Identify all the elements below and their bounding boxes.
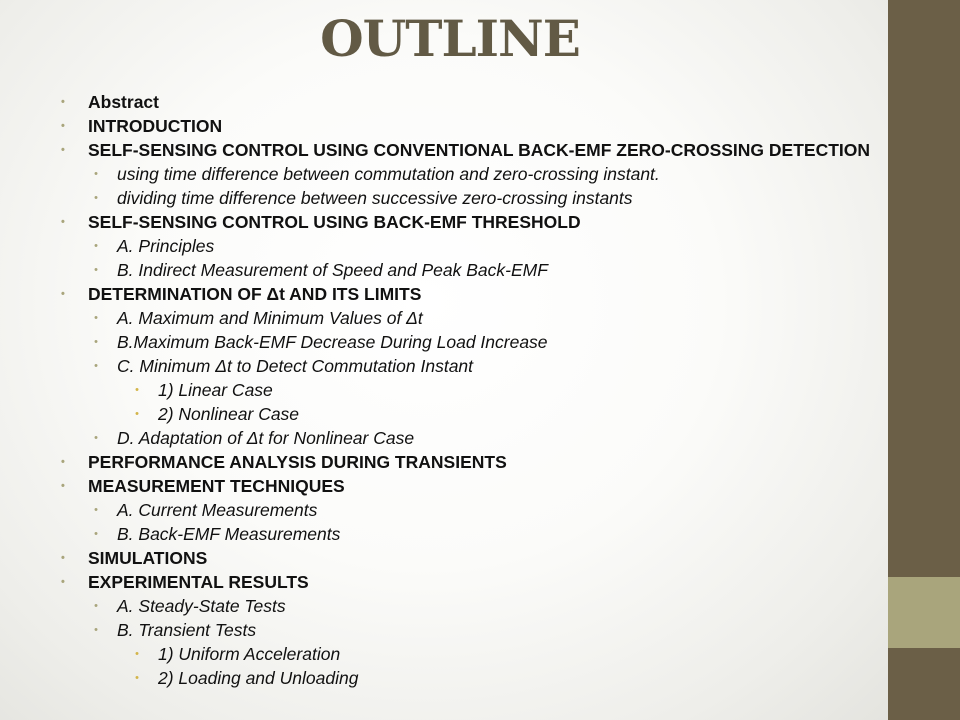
- bullet-dot-icon: •: [135, 408, 139, 420]
- bullet-dot-icon: •: [61, 552, 65, 564]
- outline-item-level-1: [0, 474, 888, 498]
- outline-item-text: dividing time difference between successive zero-crossing instants: [117, 188, 633, 208]
- outline-item-level-1: [0, 90, 888, 114]
- outline-item-text: B. Back-EMF Measurements: [117, 524, 341, 544]
- bullet-dot-icon: •: [94, 264, 98, 276]
- outline-item-text: A. Principles: [117, 236, 215, 256]
- outline-item-text: 1) Linear Case: [158, 380, 273, 400]
- bullet-dot-icon: •: [61, 480, 65, 492]
- outline-item-level-2: [0, 426, 888, 450]
- outline-item-text: using time difference between commutation and zero-crossing instant.: [117, 164, 660, 184]
- bullet-dot-icon: •: [94, 240, 98, 252]
- outline-item-level-2: [0, 330, 888, 354]
- outline-item-level-3: [0, 666, 888, 690]
- outline-item-level-3: [0, 642, 888, 666]
- bullet-dot-icon: •: [61, 216, 65, 228]
- outline-item-level-2: [0, 354, 888, 378]
- outline-item-text: EXPERIMENTAL RESULTS: [88, 572, 309, 592]
- outline-item-level-3: [0, 378, 888, 402]
- bullet-dot-icon: •: [94, 504, 98, 516]
- bullet-dot-icon: •: [61, 576, 65, 588]
- outline-item-level-1: [0, 282, 888, 306]
- decorative-side-bar-accent: [888, 577, 960, 648]
- outline-item-text: 1) Uniform Acceleration: [158, 644, 341, 664]
- outline-item-level-2: [0, 618, 888, 642]
- bullet-dot-icon: •: [61, 96, 65, 108]
- outline-item-text: B.Maximum Back-EMF Decrease During Load Increase: [117, 332, 548, 352]
- outline-item-level-1: [0, 570, 888, 594]
- outline-item-text: SELF-SENSING CONTROL USING BACK-EMF THRESHOLD: [88, 212, 581, 232]
- slide-title: OUTLINE: [320, 9, 580, 68]
- outline-item-text: DETERMINATION OF Δt AND ITS LIMITS: [88, 284, 422, 304]
- outline-item-level-2: [0, 594, 888, 618]
- outline-item-text: INTRODUCTION: [88, 116, 223, 136]
- bullet-dot-icon: •: [94, 336, 98, 348]
- bullet-dot-icon: •: [94, 432, 98, 444]
- outline-item-level-1: [0, 546, 888, 570]
- bullet-dot-icon: •: [61, 456, 65, 468]
- outline-item-level-1: [0, 210, 888, 234]
- outline-item-text: A. Maximum and Minimum Values of Δt: [117, 308, 423, 328]
- bullet-dot-icon: •: [94, 528, 98, 540]
- outline-item-text: D. Adaptation of Δt for Nonlinear Case: [117, 428, 415, 448]
- outline-item-text: PERFORMANCE ANALYSIS DURING TRANSIENTS: [88, 452, 507, 472]
- bullet-dot-icon: •: [94, 624, 98, 636]
- outline-list: [0, 90, 888, 690]
- outline-item-level-3: [0, 402, 888, 426]
- outline-item-level-2: [0, 186, 888, 210]
- outline-item-level-2: [0, 258, 888, 282]
- outline-item-level-2: [0, 234, 888, 258]
- outline-item-text: SELF-SENSING CONTROL USING CONVENTIONAL BACK-EMF ZERO-CROSSING DETECTION: [88, 140, 871, 160]
- outline-item-text: C. Minimum Δt to Detect Commutation Instant: [117, 356, 474, 376]
- outline-item-level-2: [0, 306, 888, 330]
- outline-item-level-2: [0, 162, 888, 186]
- outline-item-text: B. Transient Tests: [117, 620, 257, 640]
- outline-item-level-1: [0, 114, 888, 138]
- outline-item-text: 2) Nonlinear Case: [158, 404, 300, 424]
- outline-item-text: 2) Loading and Unloading: [158, 668, 359, 688]
- bullet-dot-icon: •: [94, 360, 98, 372]
- bullet-dot-icon: •: [135, 648, 139, 660]
- outline-item-level-2: [0, 498, 888, 522]
- bullet-dot-icon: •: [94, 168, 98, 180]
- bullet-dot-icon: •: [94, 312, 98, 324]
- bullet-dot-icon: •: [135, 672, 139, 684]
- bullet-dot-icon: •: [61, 144, 65, 156]
- outline-item-text: Abstract: [88, 92, 159, 112]
- outline-item-text: A. Current Measurements: [117, 500, 318, 520]
- outline-item-level-2: [0, 522, 888, 546]
- bullet-dot-icon: •: [135, 384, 139, 396]
- bullet-dot-icon: •: [61, 120, 65, 132]
- outline-item-text: MEASUREMENT TECHNIQUES: [88, 476, 345, 496]
- bullet-dot-icon: •: [94, 600, 98, 612]
- bullet-dot-icon: •: [61, 288, 65, 300]
- bullet-dot-icon: •: [94, 192, 98, 204]
- outline-item-level-1: [0, 450, 888, 474]
- outline-item-text: A. Steady-State Tests: [117, 596, 286, 616]
- outline-item-level-1: [0, 138, 888, 162]
- outline-item-text: SIMULATIONS: [88, 548, 208, 568]
- outline-item-text: B. Indirect Measurement of Speed and Peak Back-EMF: [117, 260, 548, 280]
